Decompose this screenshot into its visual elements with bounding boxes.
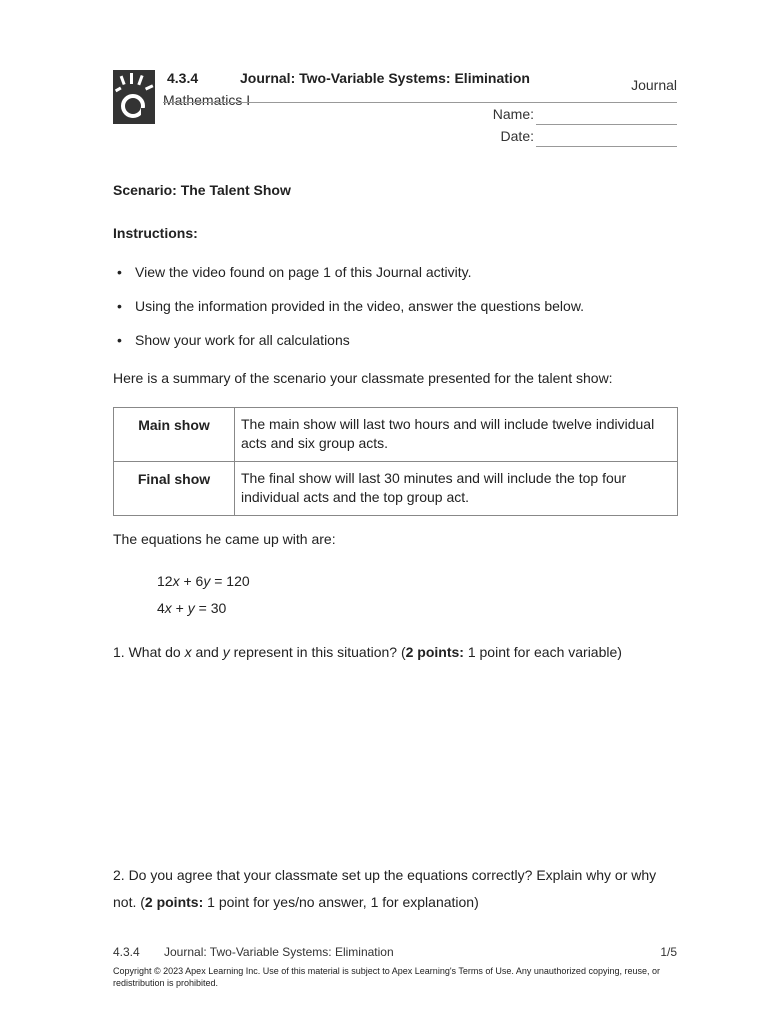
instructions-list — [113, 262, 678, 364]
table-row — [114, 408, 678, 462]
summary-intro: Here is a summary of the scenario your classmate presented for the talent show: — [113, 370, 613, 386]
footer-lesson — [113, 945, 394, 959]
eq-operator: + — [171, 600, 188, 616]
eq-operator: + 6 — [179, 573, 204, 589]
q2-points: 2 points: — [144, 894, 204, 910]
q1-prefix: 1. What do — [113, 644, 185, 660]
scenario-heading: Scenario: The Talent Show — [113, 182, 291, 198]
activity-type: Journal — [631, 77, 677, 93]
footer-lesson-title: Journal: Two-Variable Systems: Elimination — [164, 945, 394, 959]
eq-rhs: = 120 — [210, 573, 250, 589]
table-cell-label: Final show — [114, 462, 235, 516]
lesson-number: 4.3.4 — [167, 70, 199, 86]
list-item: • Show your work for all calculations — [113, 330, 678, 350]
eq-variable-y: y — [203, 573, 211, 589]
lesson-title-text: Journal: Two-Variable Systems: Elimination — [240, 70, 530, 86]
eq-coefficient: 4 — [157, 600, 165, 616]
date-label: Date: — [500, 128, 534, 144]
eq-variable-x: x — [172, 573, 180, 589]
lesson-title — [167, 70, 530, 86]
list-item: • Using the information provided in the video, answer the questions below. — [113, 296, 678, 316]
header-rule — [163, 102, 677, 103]
eq-variable-y: y — [187, 600, 195, 616]
question-1 — [113, 642, 678, 662]
q1-var-y: y — [222, 644, 230, 660]
date-field[interactable] — [536, 146, 677, 147]
table-cell-label: Main show — [114, 408, 235, 462]
list-item: • View the video found on page 1 of this Journal activity. — [113, 262, 678, 282]
table-row — [114, 462, 678, 516]
eq-variable-x: x — [164, 600, 172, 616]
scenario-summary-table — [113, 407, 678, 516]
equation-1 — [157, 573, 250, 589]
course-name: Mathematics I — [163, 92, 251, 108]
copyright-notice: Copyright © 2023 Apex Learning Inc. Use of this material is subject to Apex Learning's Terms of Use. Any unauthorized copying, reuse, or redistribution is prohibited. — [113, 966, 660, 988]
instructions-heading: Instructions: — [113, 225, 198, 241]
q2-text: 2. Do you agree that your classmate set up the equations correctly? Explain why or why not. ( — [113, 867, 657, 910]
q1-and: and — [191, 644, 223, 660]
q1-detail: 1 point for each variable) — [463, 644, 622, 660]
q1-after: represent in this situation? ( — [229, 644, 406, 660]
footer-lesson-number: 4.3.4 — [113, 945, 140, 959]
q1-points: 2 points: — [405, 644, 464, 660]
question-2 — [113, 862, 678, 916]
page-number: 1/5 — [660, 945, 677, 959]
eq-coefficient: 12 — [157, 573, 173, 589]
equation-2 — [157, 600, 226, 616]
table-cell-text: The final show will last 30 minutes and will include the top four individual acts and the top group act. — [235, 462, 678, 516]
apex-sun-logo-icon — [113, 70, 155, 124]
q2-detail: 1 point for yes/no answer, 1 for explanation) — [203, 894, 479, 910]
name-field[interactable] — [536, 124, 677, 125]
equations-intro: The equations he came up with are: — [113, 531, 336, 547]
name-label: Name: — [492, 106, 534, 122]
eq-rhs: = 30 — [194, 600, 227, 616]
q1-var-x: x — [184, 644, 192, 660]
table-cell-text: The main show will last two hours and will include twelve individual acts and six group acts. — [235, 408, 678, 462]
